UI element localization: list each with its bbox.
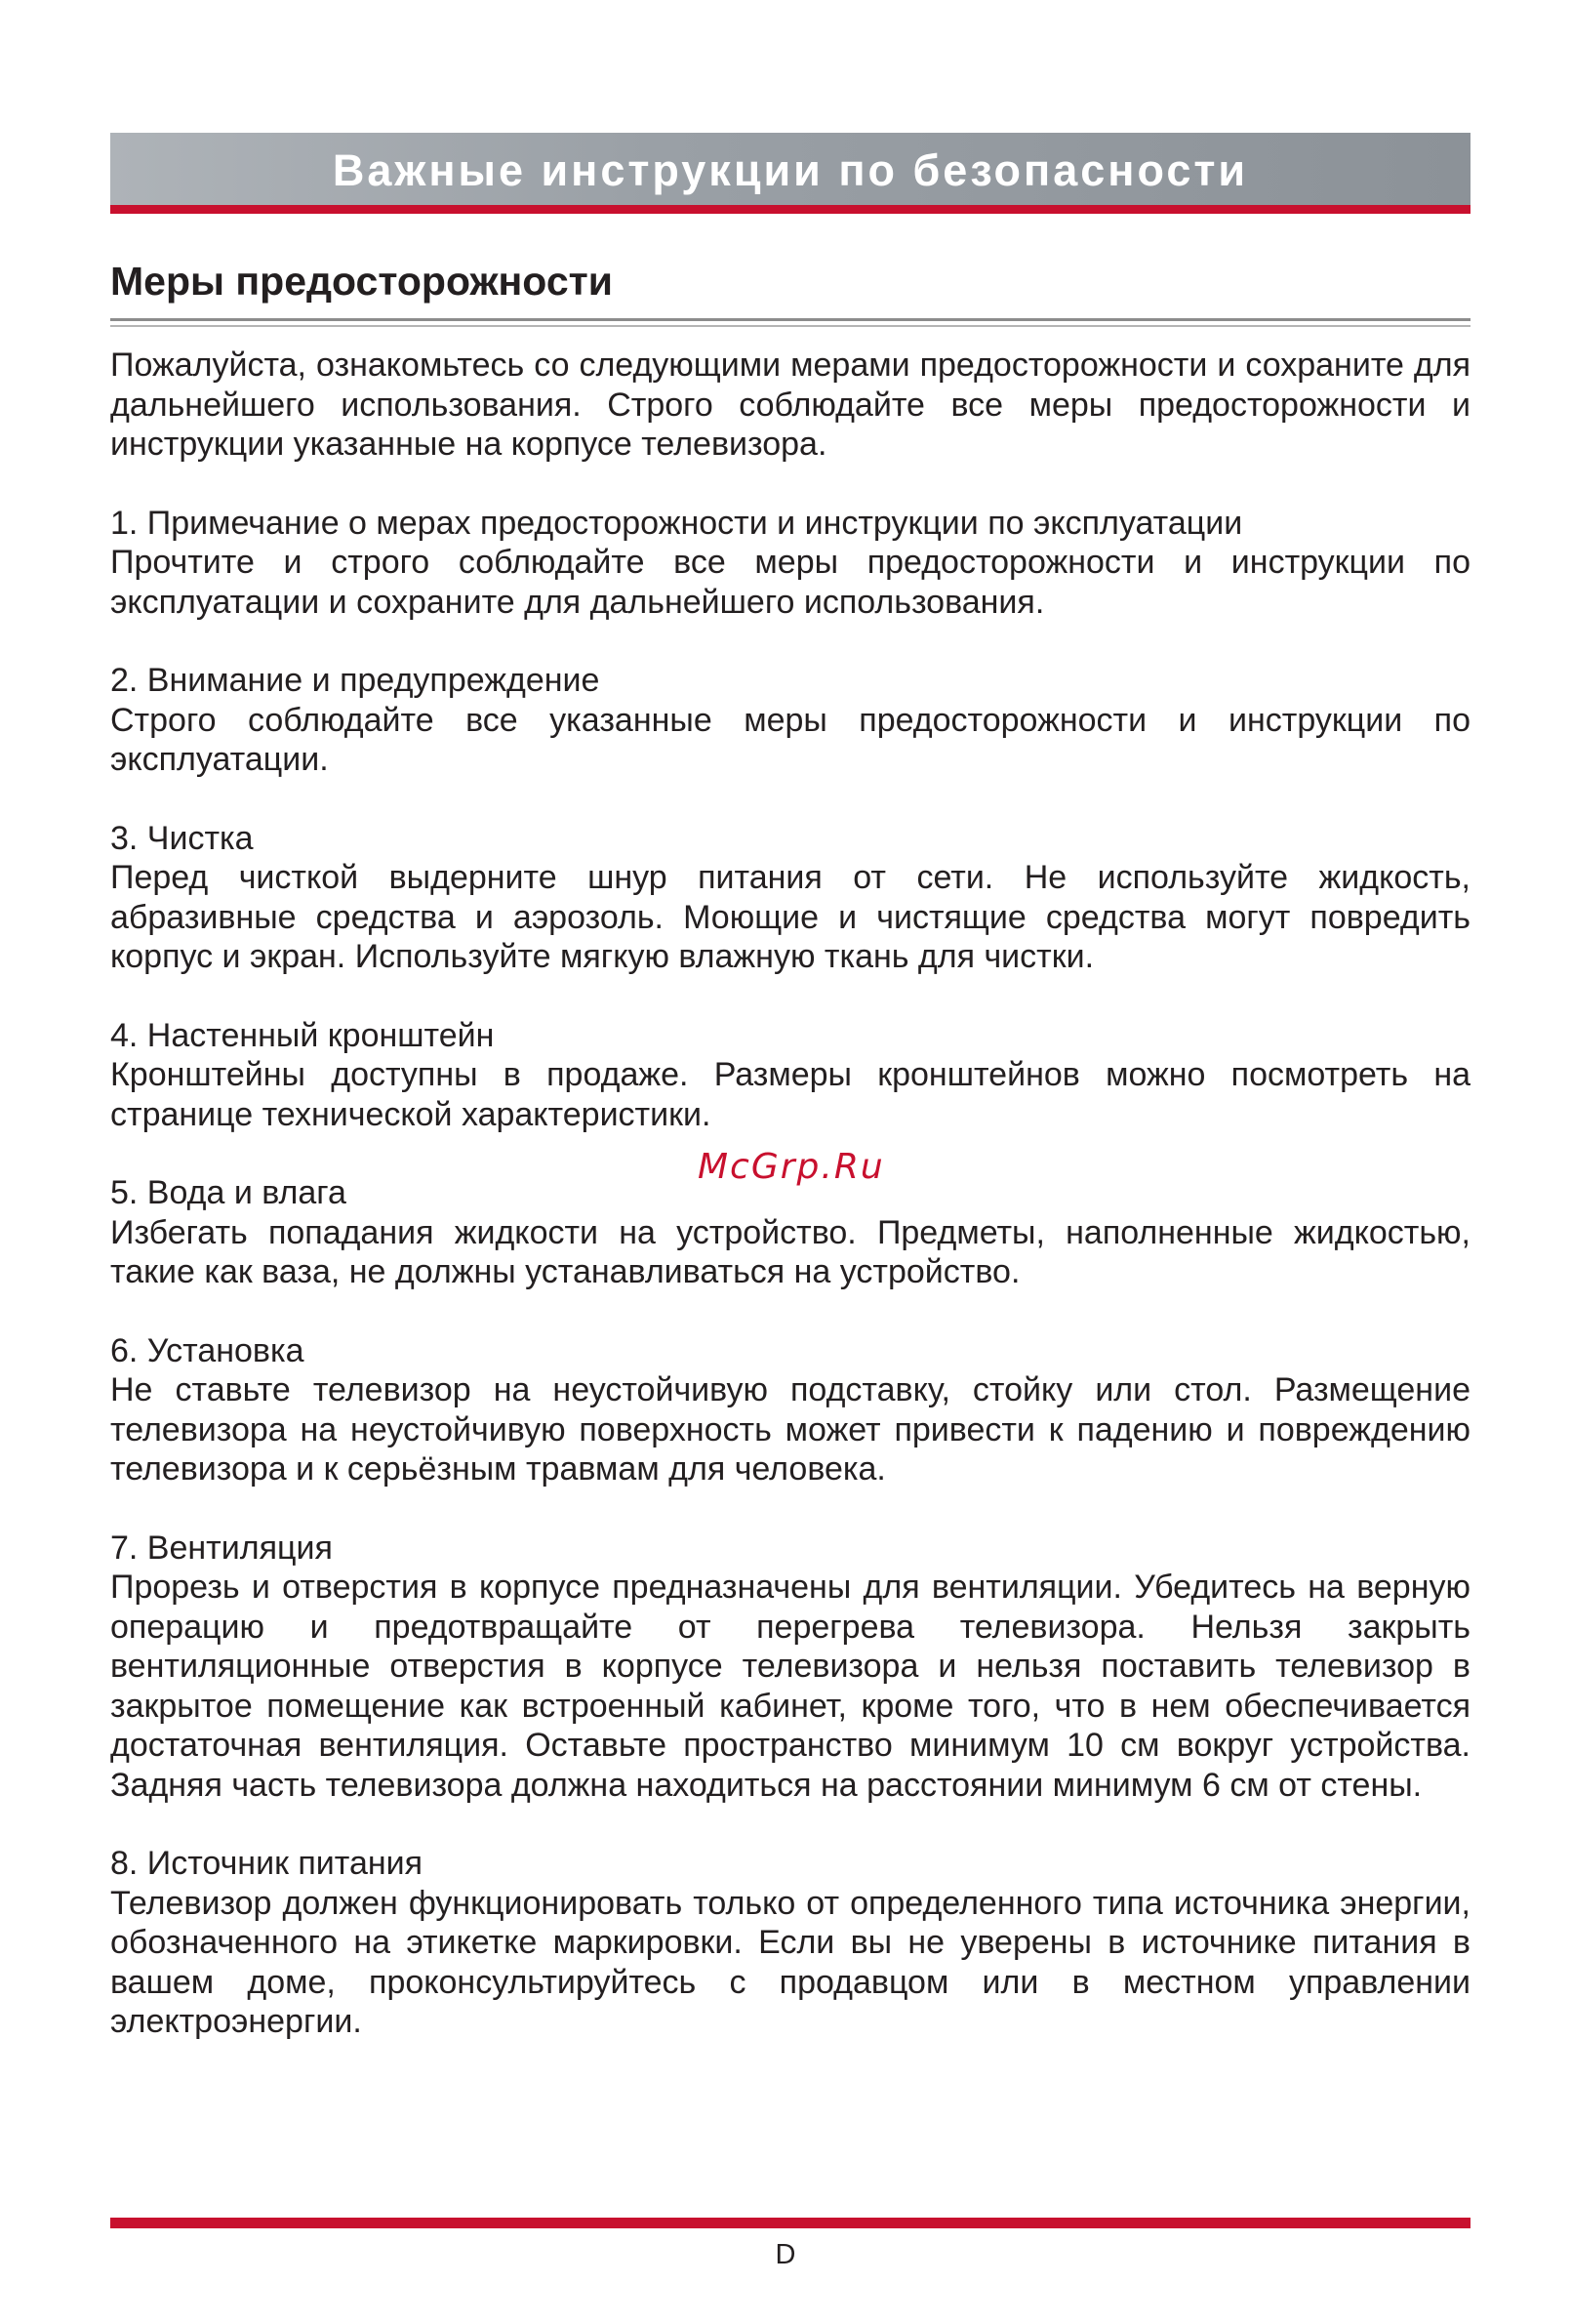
list-item	[110, 661, 1470, 780]
watermark: McGrp.Ru	[698, 1147, 885, 1187]
item-heading: 1. Примечание о мерах предосторожности и инструкции по эксплуатации	[110, 504, 1243, 542]
section-rule-dark	[110, 318, 1470, 321]
item-heading: 4. Настенный кронштейн	[110, 1016, 495, 1054]
section-rule-light	[110, 325, 1470, 327]
item-body: Прорезь и отверстия в корпусе предназначены для вентиляции. Убедитесь на верную операцию и предотвращайте от перегрева телевизора. Нельзя закрыть вентиляционные отверстия в корпусе телевизора и нельзя поставить телевизор в закрытое помещение как встроенный кабинет, кроме того, что в нем обеспечивается достаточная вентиляция. Оставьте пространство минимум 10 см вокруг устройства. Задняя часть телевизора должна находиться на расстоянии минимум 6 см от стены.	[110, 1569, 1470, 1804]
item-heading: 7. Вентиляция	[110, 1529, 333, 1567]
item-body: Строго соблюдайте все указанные меры предосторожности и инструкции по эксплуатации.	[110, 701, 1470, 778]
item-heading: 8. Источник питания	[110, 1845, 423, 1882]
list-item	[110, 1016, 1470, 1135]
list-item	[110, 504, 1470, 623]
page-letter: D	[775, 2239, 796, 2270]
item-heading: 6. Установка	[110, 1331, 304, 1369]
item-body: Прочтите и строго соблюдайте все меры предосторожности и инструкции по эксплуатации и сохраните для дальнейшего использования.	[110, 544, 1470, 621]
item-heading: 2. Внимание и предупреждение	[110, 662, 600, 699]
banner-title: Важные инструкции по безопасности	[332, 145, 1249, 195]
item-body: Избегать попадания жидкости на устройство. Предметы, наполненные жидкостью, такие как ваза, не должны устанавливаться на устройство.	[110, 1213, 1470, 1290]
intro-paragraph: Пожалуйста, ознакомьтесь со следующими мерами предосторожности и сохраните для дальнейшего использования. Строго соблюдайте все меры предосторожности и инструкции указанные на корпусе телевизора.	[110, 347, 1470, 463]
footer-red-line	[110, 2218, 1470, 2228]
item-body: Кронштейны доступны в продаже. Размеры кронштейнов можно посмотреть на странице технической характеристики.	[110, 1056, 1470, 1133]
content-body	[110, 346, 1470, 2081]
list-item	[110, 1173, 1470, 1292]
item-body: Перед чисткой выдерните шнур питания от сети. Не используйте жидкость, абразивные средства и аэрозоль. Моющие и чистящие средства могут повредить корпус и экран. Используйте мягкую влажную ткань для чистки.	[110, 859, 1470, 975]
banner-red-underline	[110, 205, 1470, 214]
header-banner	[110, 133, 1470, 205]
list-item	[110, 1529, 1470, 1806]
list-item	[110, 1844, 1470, 2042]
item-heading: 5. Вода и влага	[110, 1174, 346, 1211]
item-body: Не ставьте телевизор на неустойчивую подставку, стойку или стол. Размещение телевизора на неустойчивую поверхность может привести к падению и повреждению телевизора и к серьёзным травмам для человека.	[110, 1371, 1470, 1488]
list-item	[110, 819, 1470, 977]
item-heading: 3. Чистка	[110, 819, 254, 857]
item-body: Телевизор должен функционировать только от определенного типа источника энергии, обозначенного на этикетке маркировки. Если вы не уверены в источнике питания в вашем доме, проконсультируйтесь с продавцом или в местном управлении электроэнергии.	[110, 1884, 1470, 2040]
section-title: Меры предосторожности	[110, 259, 613, 304]
list-item	[110, 1331, 1470, 1489]
